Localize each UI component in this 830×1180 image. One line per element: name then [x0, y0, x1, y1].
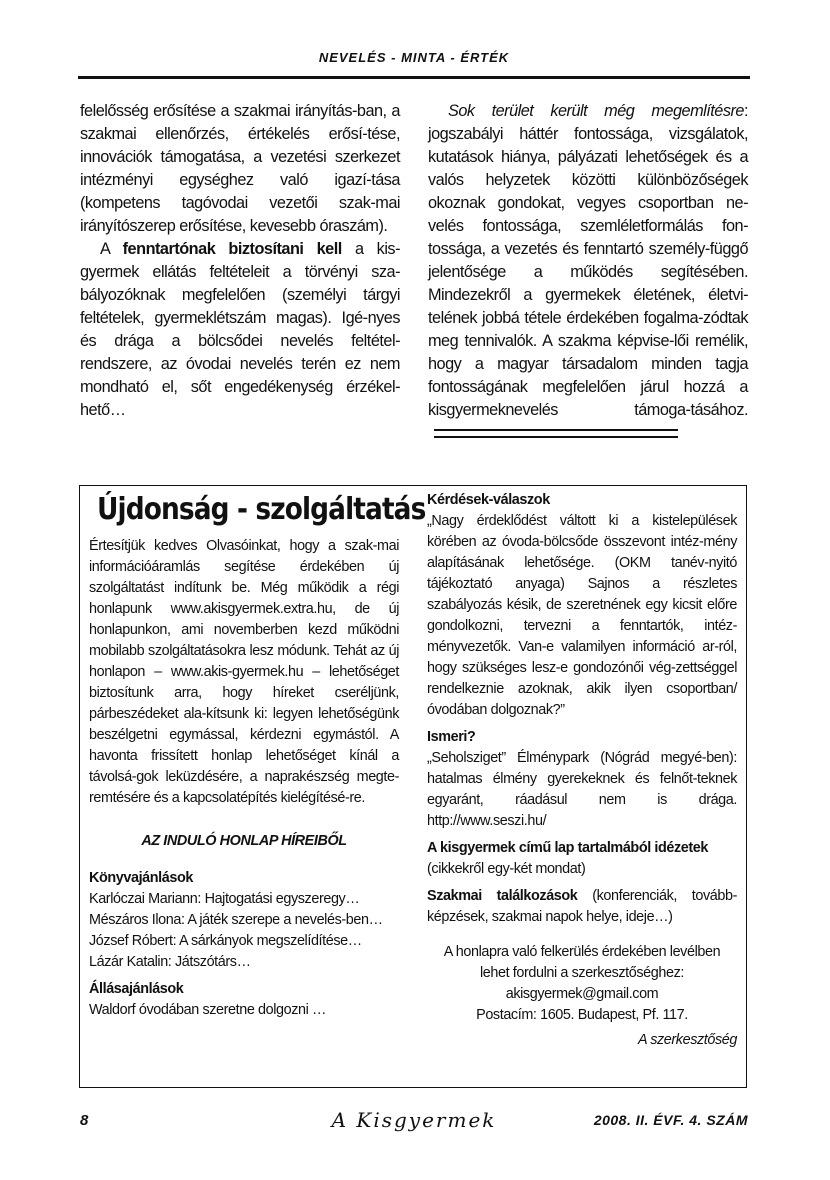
quotes-text: (cikkekről egy-két mondat) [427, 861, 586, 877]
page-number: 8 [80, 1112, 89, 1129]
book-item: Lázár Katalin: Játszótárs… [89, 954, 251, 970]
article-column-right [428, 100, 748, 445]
book-item: Karlóczai Mariann: Hajtogatási egyszeregy… [89, 891, 360, 907]
page-footer [78, 1108, 750, 1138]
box-intro: Értesítjük kedves Olvasóinkat, hogy a szak-mai információáramlás segítése érdekében új szolgáltatást indítunk be. Még működik a régi honlapunk www.akisgyermek.extra.hu, de új honlapunkon, ami novemberben kezd működni mobilabb szolgáltatásokra lesz módunk. Tehát az új honlapon – www.akis-gyermek.hu – lehetőséget biztosítunk arra, hogy híreket cseréljünk, párbeszédeket ala-kítsunk ki: legyen lehetőségünk beszélgetni egymással, kérdezni egymástól. A havonta frissített honlap lehetőséget kínál a távolsá-gok leküzdésére, a naprakészség megte-remtésére és a kapcsolatépítés kielégítésé-re. [89, 538, 399, 806]
jobs-heading: Állásajánlások [89, 981, 184, 997]
book-item: Mészáros Ilona: A játék szerepe a nevelés-ben… [89, 912, 383, 928]
contact-email: akisgyermek@gmail.com [505, 986, 659, 1002]
knows-text: „Seholsziget” Élménypark (Nógrád megyé-ben): hatalmas élmény gyerekeknek és felnőt-teknek egyaránt, ráadásul nem is drága. http://www.seszi.hu/ [427, 750, 737, 829]
journal-name: A Kisgyermek [331, 1108, 497, 1132]
article-paragraph [428, 100, 748, 445]
box-column-right [427, 490, 737, 1051]
italic-lead: Sok terület került még megemlítésre [448, 102, 744, 120]
contact-line: A honlapra való felkerülés érdekében levélben [443, 944, 721, 960]
meetings-text: (konferenciák, tovább-képzések, szakmai napok helye, ideje…) [427, 888, 737, 925]
contact-line: lehet fordulni a szerkesztőséghez: [480, 965, 684, 981]
running-title: NEVELÉS - MINTA - ÉRTÉK [318, 50, 510, 65]
quotes-heading: A kisgyermek című lap tartalmából idézetek [427, 840, 708, 856]
running-header [78, 50, 750, 79]
qa-heading: Kérdések-válaszok [427, 492, 550, 508]
books-heading: Könyvajánlások [89, 870, 193, 886]
issue-info: 2008. II. ÉVF. 4. SZÁM [593, 1112, 748, 1128]
jobs-text: Waldorf óvodában szeretne dolgozni … [89, 1002, 327, 1018]
contact-postal: Postacím: 1605. Budapest, Pf. 117. [476, 1007, 688, 1023]
meetings-paragraph [427, 886, 737, 928]
meetings-heading: Szakmai találkozások [427, 888, 578, 904]
box-title: Újdonság - szolgáltatás [97, 492, 426, 527]
knows-heading: Ismeri? [427, 729, 476, 745]
text-run: a kis-gyermek ellátás feltételeit a törvényi sza-bályozóknak megfelelően (személyi tárgyi feltételek, gyermeklétszám magas). Igé-nyes és drága a bölcsődei nevelés feltétel-rendszere, az óvodai nevelés terén ez nem mondható el, sőt engedékenység érzékel-hető… [80, 240, 400, 419]
box-subheading: AZ INDULÓ HONLAP HÍREIBŐL [141, 833, 347, 849]
text-run: A [100, 240, 123, 258]
signature: A szerkesztőség [637, 1032, 737, 1048]
text-run: : jogszabályi háttér fontossága, vizsgálatok, kutatások hiánya, pályázati lehetőségek és a valós helyzetek közötti különbözőségek okoznak gondokat, vegyes csoportban ne-velés fontossága, szemléletformálás fon-tossága, a vezetés és fenntartó személy-függő jelentősége a működés segítésében. Mindezekről a gyermekek életének, életvi-telének jobbá tétele érdekében fogalma-zódtak meg tennivalók. A szakma képvise-lői remélik, hogy a magyar társadalom minden tagja fontosságának megfelelően járul hozzá a kisgyermeknevelés támoga-tásához. [428, 102, 748, 419]
announcement-box [79, 485, 747, 1088]
bold-phrase: fenntartónak biztosítani kell [122, 240, 342, 258]
article-column-left [80, 100, 400, 422]
qa-text: „Nagy érdeklődést váltott ki a kistelepülések körében az óvoda-bölcsőde összevont intéz-mény alapításának lehetősége. (OKM tanév-nyitó tájékoztató anyaga) Sajnos a részletes szabályozás késik, de szeretnének egy kicsit előre gondolkozni, tervezni a fenntartók, intéz-ményvezetők. Van-e valamilyen információ ar-ról, hogy szükséges lesz-e gondozónői vég-zettséggel rendelkeznie azoknak, akik ilyen csoportban/óvodában dolgoznak?” [427, 513, 737, 718]
end-of-article-rule [434, 429, 678, 438]
article-paragraph: felelősség erősítése a szakmai irányítás-ban, a szakmai ellenőrzés, értékelés erősí-tése, innovációk támogatása, a vezetési szerkezet intézményi egységhez való igazí-tása (kompetens tagóvodai vezetői szak-mai irányítószerep erősítése, kevesebb óraszám). [80, 102, 400, 235]
book-item: József Róbert: A sárkányok megszelídítése… [89, 933, 362, 949]
article-paragraph [80, 238, 400, 422]
box-column-left [89, 490, 426, 1021]
